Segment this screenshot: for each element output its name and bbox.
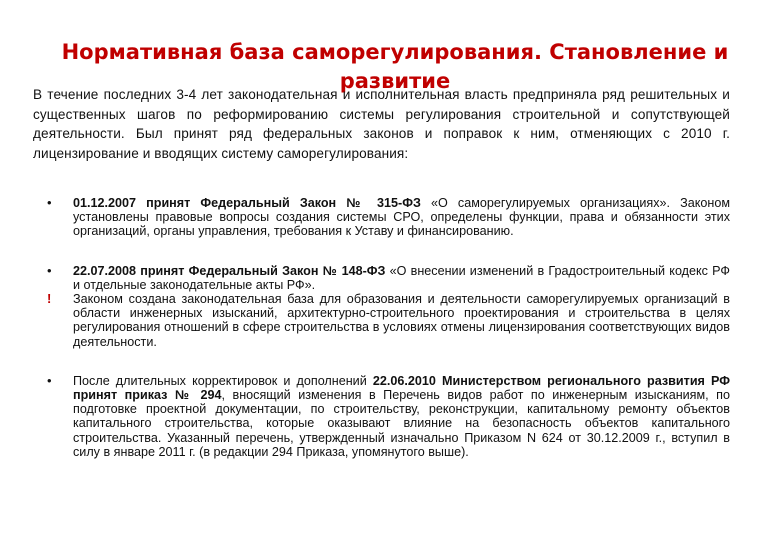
bullet-icon: •	[47, 372, 52, 388]
law-148-details-text: Законом создана законодательная база для образования и деятельности саморегулируемых организаций в области инженерных изысканий, архитектурно-строительного проектирования и строительства в целях регулирования отношений в сфере строительства в условиях отмены лицензирования соответствующих видов деятельности.	[73, 292, 730, 349]
exclamation-icon: !	[47, 291, 52, 307]
law-148-heading: 22.07.2008 принят Федеральный Закон № 148-ФЗ	[73, 263, 386, 278]
list-item-law-148	[33, 264, 730, 292]
law-315-heading: 01.12.2007 принят Федеральный Закон № 315-ФЗ	[73, 196, 421, 210]
intro-paragraph: В течение последних 3-4 лет законодательная и исполнительная власть предприняла ряд решительных и существенных шагов по реформированию системы регулирования строительной и сопутствующей деятельности. Был принят ряд федеральных законов и поправок к ним, отменяющих с 2010 г. лицензирование и вводящих систему саморегулирования:	[33, 87, 730, 161]
law-list	[33, 196, 730, 459]
list-item-law-148-details	[33, 292, 730, 349]
list-item-law-315	[33, 196, 730, 239]
slide-title-line-1: Нормативная база саморегулирования. Становление и	[61, 40, 729, 64]
law-315-text: «О саморегулируемых организациях». Законом установлены правовые вопросы создания системы СРО, определены функции, права и обязанности этих организаций, органы управления, требования к Уставу и финансированию.	[73, 196, 730, 239]
bullet-icon: •	[47, 195, 52, 210]
order-294-text: , вносящий изменения в Перечень видов работ по инженерным изысканиям, по подготовке проектной документации, по строительству, реконструкции, капитальному ремонту объектов капитального строительства, которые оказывают влияние на безопасность объектов капитального строительства. Указанный перечень, утвержденный изначально Приказом N 624 от 30.12.2009 г., вступил в силу в январе 2011 г. (в редакции 294 Приказа, упомянутого выше).	[73, 388, 730, 459]
order-294-intro: После длительных корректировок и дополнений	[73, 373, 373, 388]
law-148-text: «О внесении изменений в Градостроительный кодекс РФ и отдельные законодательные акты РФ».	[73, 263, 731, 292]
list-item-order-294	[33, 374, 730, 459]
bullet-icon: •	[47, 262, 52, 278]
order-294-heading: 22.06.2010 Министерством регионального развития РФ принят приказ № 294	[73, 373, 730, 403]
slide-title-line-2: развитие	[339, 69, 451, 93]
